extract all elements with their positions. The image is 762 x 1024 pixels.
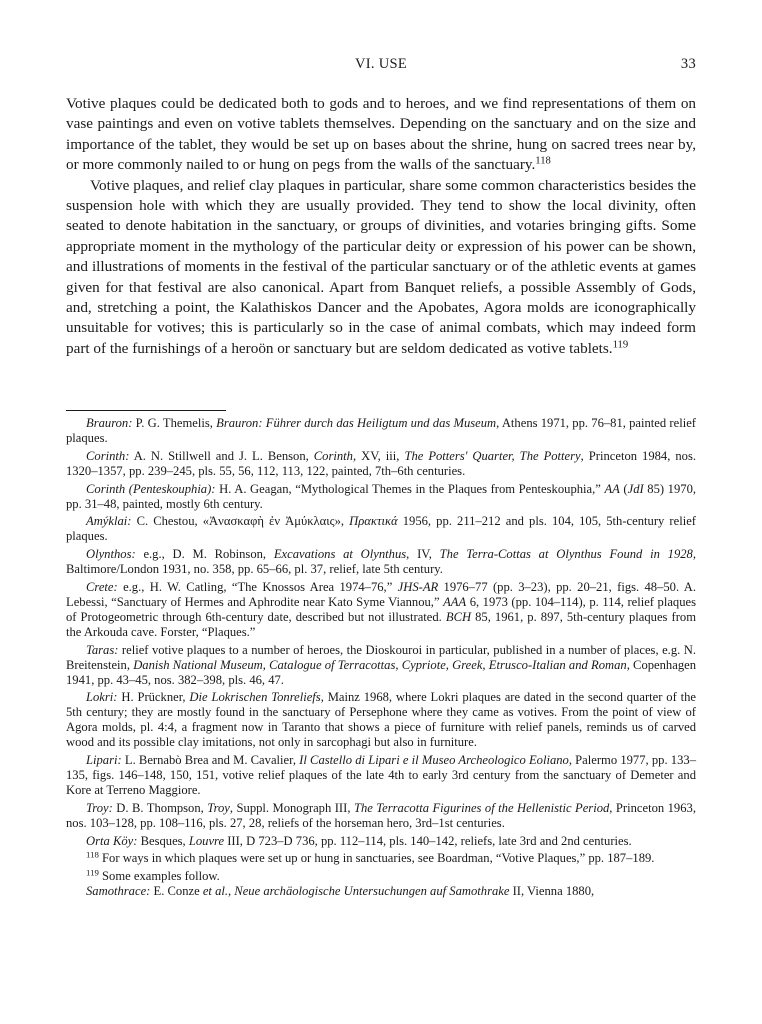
note-crete: Crete: e.g., H. W. Catling, “The Knossos Area 1974–76,” JHS-AR 1976–77 (pp. 3–23), pp. 20–21, figs. 48–50. A. Lebessi, “Sanctuary of Hermes and Aphrodite near Kato Syme Viannou,” AAA 6, 1973 (pp. 104–114), p. 114, relief plaques of Protogeometric through 6th-century date, described but not illustrated. BCH 85, 1961, p. 897, 5th-century plaques from the Arkouda cave. Forster, “Plaques.” [66, 580, 697, 639]
note-penteskouphia: Corinth (Penteskouphia): H. A. Geagan, “Mythological Themes in the Plaques from Penteskouphia,” AA (JdI 85) 1970, pp. 31–48, painted, mostly 6th century. [66, 481, 697, 511]
note-orta-koy: Orta Köy: Besques, Louvre III, D 723–D 736, pp. 112–114, pls. 140–142, reliefs, late 3rd and 2nd centuries. [86, 833, 632, 848]
note-amyklai: Amýklai: C. Chestou, «Ἀνασκαφὴ ἐν Ἀμύκλαις», Πρακτικά 1956, pp. 211–212 and pls. 104, 105, 5th-century relief plaques. [66, 514, 696, 544]
note-lipari: Lipari: L. Bernabò Brea and M. Cavalier, Il Castello di Lipari e il Museo Archeologico Eoliano, Palermo 1977, pp. 133–135, figs. 146–148, 150, 151, votive relief plaques of the late 4th to early 3rd century from the sanctuary of Demeter and Kore at Terreno Maggiore. [66, 753, 696, 797]
note-brauron: Brauron: P. G. Themelis, Brauron: Führer durch das Heiligtum und das Museum, Athens 1971, pp. 76–81, painted relief plaques. [66, 416, 696, 445]
page-number: 33 [680, 56, 696, 72]
body-text [66, 94, 696, 359]
footnote-119: $^{119}$ Some examples follow. [86, 867, 220, 884]
footnote-ref-118: 118 [535, 155, 551, 167]
running-head: VI. USE [354, 56, 408, 72]
note-corinth: Corinth: A. N. Stillwell and J. L. Benson, Corinth, XV, iii, The Potters' Quarter, The Pottery, Princeton 1984, nos. 1320–1357, pp. 239–245, pls. 55, 56, 112, 113, 122, painted, 7th–6th centuries. [66, 448, 696, 478]
note-troy: Troy: D. B. Thompson, Troy, Suppl. Monograph III, The Terracotta Figurines of the Hellenistic Period, Princeton 1963, nos. 103–128, pp. 108–116, pls. 27, 28, reliefs of the horseman hero, 3rd–1st centuries. [66, 800, 696, 830]
footnote-ref-119: 119 [612, 339, 629, 351]
note-olynthos: Olynthos: e.g., D. M. Robinson, Excavations at Olynthus, IV, The Terra-Cottas at Olynthus Found in 1928, Baltimore/London 1931, no. 358, pp. 65–66, pl. 37, relief, late 5th century. [66, 547, 696, 577]
page-header [66, 56, 696, 76]
footnotes [66, 416, 696, 899]
note-lokri: Lokri: H. Prückner, Die Lokrischen Tonreliefs, Mainz 1968, where Lokri plaques are dated in the second quarter of the 5th century; they are mostly found in the sanctuary of Persephone where they came as votives. From the point of view of Agora molds, pl. 4:4, a fragment now in Taranto that shows a piece of furniture with relief panels, reminds us of carved wood and its possible clay imitations, not only in sarcophagi but also in furniture. [66, 690, 696, 750]
paragraph-2: Votive plaques, and relief clay plaques in particular, share some common characteristics besides the suspension hole with which they are usually provided. They tend to show the local divinity, often seated to denote habitation in the sanctuary, or groups of divinities, and votaries bringing gifts. Some appropriate moment in the mythology of the particular deity or expression of his power can be shown, and illustrations of moments in the festival of the particular sanctuary or of the athletic events at games given for that festival are also canonical. Apart from Banquet reliefs, a possible Assembly of Gods, and, stretching a point, the Kalathiskos Dancer and the Apobates, Agora molds are iconographically unsuitable for votives; this is particularly so in the case of animal combats, which may indeed form part of the furnishings of a heroön or sanctuary but are seldom dedicated as votive tablets.$^{119}$ [66, 176, 696, 357]
note-taras: Taras: relief votive plaques to a number of heroes, the Dioskouroi in particular, published in a number of places, e.g. N. Breitenstein, Danish National Museum, Catalogue of Terracottas, Cypriote, Greek, Etrusco-Italian and Roman, Copenhagen 1941, pp. 43–45, nos. 382–398, pls. 46, 47. [66, 642, 696, 687]
footnote-118: $^{118}$ For ways in which plaques were set up or hung in sanctuaries, see Boardman, “Votive Plaques,” pp. 187–189. [86, 850, 655, 866]
paragraph-1: Votive plaques could be dedicated both to gods and to heroes, and we find representations of them on vase paintings and even on votive tablets themselves. Depending on the sanctuary and on the size and importance of the tablet, they would be set up on bases about the shrine, hung on sacred trees near by, or more commonly nailed to or hung on pegs from the walls of the sanctuary.$^{118}$ [66, 95, 696, 174]
note-samothrace: Samothrace: E. Conze et al., Neue archäologische Untersuchungen auf Samothrake II, Vienna 1880, [86, 884, 595, 899]
footnote-separator [66, 410, 226, 411]
